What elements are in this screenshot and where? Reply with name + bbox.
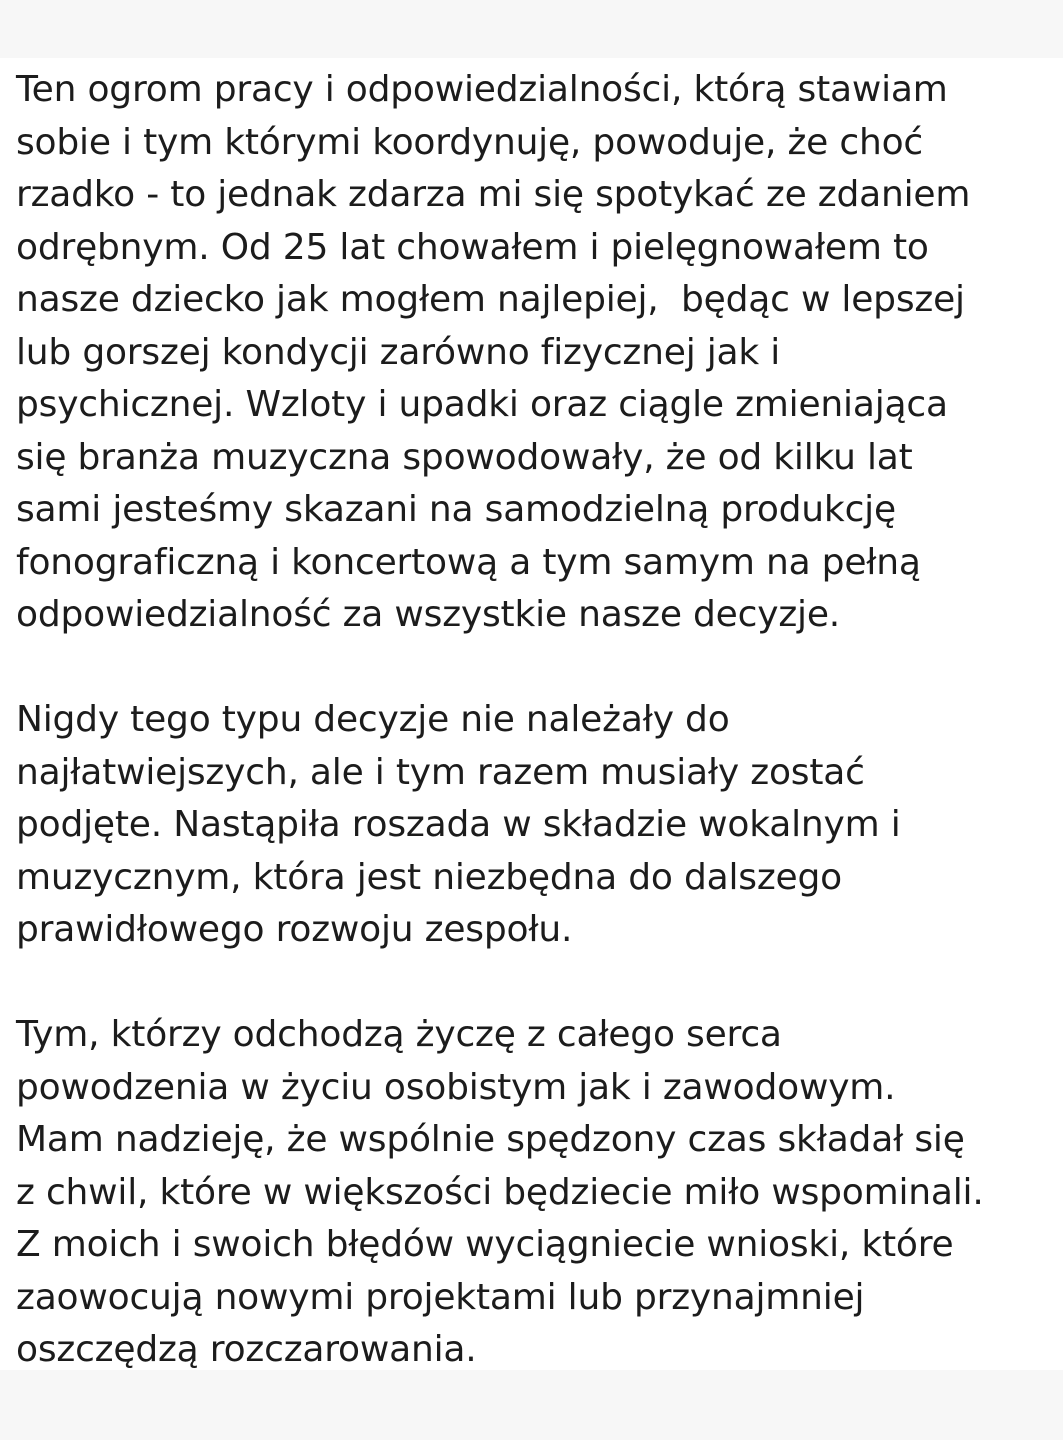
paragraph-gap-2 bbox=[16, 957, 1056, 1010]
paragraph-1-line-6: lub gorszej kondycji zarówno fizycznej jak i bbox=[16, 331, 781, 373]
paragraph-gap-1 bbox=[16, 642, 1056, 695]
paragraph-1-line-8: się branża muzyczna spowodowały, że od kilku lat bbox=[16, 436, 913, 478]
paragraph-3 bbox=[16, 1009, 1056, 1377]
post-text bbox=[16, 64, 1056, 1377]
paragraph-1-line-9: sami jesteśmy skazani na samodzielną produkcję bbox=[16, 489, 896, 530]
paragraph-1-line-4: odrębnym. Od 25 lat chowałem i pielęgnowałem to bbox=[16, 226, 929, 268]
bottom-background-strip bbox=[0, 1370, 1063, 1440]
paragraph-1-line-1: Ten ogrom pracy i odpowiedzialności, którą stawiam bbox=[16, 69, 948, 110]
paragraph-1-line-10: fonograficzną i koncertową a tym samym na pełną bbox=[16, 541, 921, 583]
paragraph-3-line-4: z chwil, które w większości będziecie miło wspominali. bbox=[16, 1171, 984, 1213]
paragraph-1-line-2: sobie i tym którymi koordynuję, powoduje, że choć bbox=[16, 121, 923, 163]
paragraph-1-line-5: nasze dziecko jak mogłem najlepiej, będąc w lepszej bbox=[16, 279, 965, 320]
paragraph-2-line-5: prawidłowego rozwoju zespołu. bbox=[16, 909, 573, 950]
paragraph-3-line-5: Z moich i swoich błędów wyciągniecie wnioski, które bbox=[16, 1224, 954, 1265]
paragraph-2 bbox=[16, 694, 1056, 957]
paragraph-3-line-6: zaowocują nowymi projektami lub przynajmniej bbox=[16, 1276, 865, 1318]
paragraph-2-line-2: najłatwiejszych, ale i tym razem musiały zostać bbox=[16, 751, 865, 793]
paragraph-1-line-11: odpowiedzialność za wszystkie nasze decyzje. bbox=[16, 594, 841, 635]
top-background-strip bbox=[0, 0, 1063, 58]
paragraph-1 bbox=[16, 64, 1056, 642]
paragraph-2-line-4: muzycznym, która jest niezbędna do dalszego bbox=[16, 856, 842, 898]
paragraph-3-line-3: Mam nadzieję, że wspólnie spędzony czas składał się bbox=[16, 1119, 965, 1160]
paragraph-1-line-7: psychicznej. Wzloty i upadki oraz ciągle zmieniająca bbox=[16, 384, 948, 425]
paragraph-1-line-3: rzadko - to jednak zdarza mi się spotykać ze zdaniem bbox=[16, 174, 971, 215]
paragraph-2-line-3: podjęte. Nastąpiła roszada w składzie wokalnym i bbox=[16, 804, 901, 845]
paragraph-3-line-1: Tym, którzy odchodzą życzę z całego serca bbox=[16, 1014, 782, 1055]
paragraph-2-line-1: Nigdy tego typu decyzje nie należały do bbox=[16, 699, 730, 740]
paragraph-3-line-2: powodzenia w życiu osobistym jak i zawodowym. bbox=[16, 1066, 896, 1108]
paragraph-3-line-7: oszczędzą rozczarowania. bbox=[16, 1329, 477, 1370]
